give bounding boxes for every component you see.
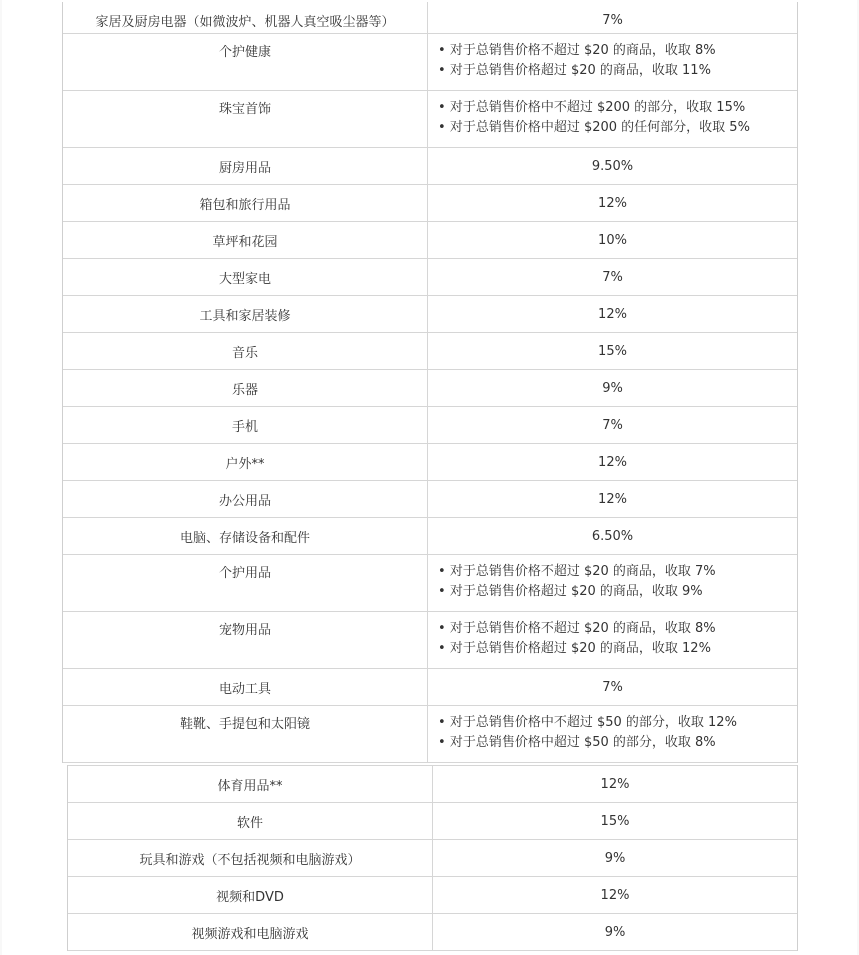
fee-cell [428, 669, 797, 705]
fee-cell [428, 2, 797, 38]
category-cell [63, 333, 428, 369]
category-cell [63, 2, 428, 38]
fee-value: 12% [598, 195, 627, 211]
fee-value: 9% [604, 850, 626, 866]
table-row [63, 370, 797, 407]
category-cell [63, 259, 428, 295]
fee-rule: • 对于总销售价格超过 $20 的商品，收取 9% [438, 582, 787, 602]
fee-rule: • 对于总销售价格中超过 $50 的部分，收取 8% [438, 733, 787, 753]
category-label: 工具和家居装修 [199, 308, 291, 324]
fee-cell [428, 612, 797, 668]
category-label: 电脑、存储设备和配件 [179, 530, 310, 546]
fee-value: 7% [602, 417, 623, 433]
table-row [63, 2, 797, 34]
category-cell [63, 370, 428, 406]
category-cell [68, 914, 433, 950]
table-row [63, 34, 797, 91]
category-cell [68, 803, 433, 839]
category-cell [63, 518, 428, 554]
fee-value: 7% [602, 679, 623, 695]
category-label: 厨房用品 [218, 160, 271, 176]
fee-value: 10% [598, 232, 627, 248]
fee-cell [428, 296, 797, 332]
fee-table-top [62, 2, 798, 34]
category-cell [63, 407, 428, 443]
fee-rule: • 对于总销售价格超过 $20 的商品，收取 12% [438, 639, 787, 659]
fee-rule: • 对于总销售价格中不超过 $200 的部分，收取 15% [438, 98, 787, 118]
category-label: 视频游戏和电脑游戏 [191, 926, 309, 942]
table-row [63, 407, 797, 444]
fee-value: 12% [598, 306, 627, 322]
category-label: 个护健康 [218, 45, 271, 60]
category-cell [63, 444, 428, 480]
category-cell [68, 840, 433, 876]
category-label: 手机 [231, 419, 258, 435]
fee-cell [428, 555, 797, 611]
category-cell [63, 185, 428, 221]
category-cell [63, 296, 428, 332]
table-row [63, 612, 797, 669]
table-row [68, 914, 797, 951]
fee-cell [428, 370, 797, 406]
fee-rule: • 对于总销售价格超过 $20 的商品，收取 11% [438, 61, 787, 81]
fee-value: 12% [598, 454, 627, 470]
category-label: 珠宝首饰 [218, 102, 271, 117]
table-row [63, 481, 797, 518]
fee-rule: • 对于总销售价格不超过 $20 的商品，收取 7% [438, 562, 787, 582]
category-label: 音乐 [231, 345, 258, 361]
table-row [63, 555, 797, 612]
fee-cell [428, 91, 797, 147]
category-label: 家居及厨房电器（如微波炉、机器人真空吸尘器等） [95, 14, 395, 30]
fee-cell [428, 259, 797, 295]
fee-cell [433, 766, 797, 802]
fee-cell [428, 333, 797, 369]
category-label: 办公用品 [218, 493, 271, 509]
fee-cell [433, 803, 797, 839]
category-label: 软件 [236, 815, 263, 831]
fee-value: 7% [602, 269, 623, 285]
table-row [68, 765, 797, 803]
fee-cell [433, 840, 797, 876]
category-cell [63, 481, 428, 517]
fee-value: 15% [600, 813, 630, 829]
table-row [63, 669, 797, 706]
category-label: 大型家电 [218, 271, 271, 287]
table-row [68, 803, 797, 840]
fee-cell [433, 914, 797, 950]
category-label: 鞋靴、手提包和太阳镜 [179, 717, 310, 732]
table-row [63, 91, 797, 148]
category-cell [63, 612, 428, 668]
fee-cell [428, 222, 797, 258]
table-row [68, 877, 797, 914]
fee-cell [428, 444, 797, 480]
category-label: 视频和DVD [216, 889, 284, 905]
fee-cell [428, 34, 797, 90]
category-label: 体育用品** [217, 778, 283, 794]
table-row [63, 148, 797, 185]
category-label: 玩具和游戏（不包括视频和电脑游戏） [139, 852, 361, 868]
category-label: 电动工具 [218, 681, 271, 697]
category-cell [63, 222, 428, 258]
fee-table-bottom [67, 765, 798, 951]
fee-cell [428, 407, 797, 443]
fee-cell [428, 185, 797, 221]
table-row [63, 296, 797, 333]
category-cell [63, 34, 428, 90]
fee-cell [428, 481, 797, 517]
fee-value: 9% [604, 924, 626, 940]
fee-rule: • 对于总销售价格中不超过 $50 的部分，收取 12% [438, 713, 787, 733]
table-row [63, 706, 797, 763]
category-label: 个护用品 [218, 566, 271, 581]
category-cell [63, 148, 428, 184]
table-row [63, 333, 797, 370]
category-cell [63, 555, 428, 611]
fee-value: 9.50% [591, 158, 634, 174]
category-label: 乐器 [231, 382, 258, 398]
table-row [63, 222, 797, 259]
table-row [63, 185, 797, 222]
table-row [63, 444, 797, 481]
category-cell [63, 706, 428, 762]
table-row [68, 840, 797, 877]
fee-value: 6.50% [591, 528, 634, 544]
table-row [63, 518, 797, 555]
fee-cell [428, 706, 797, 762]
fee-value: 12% [600, 776, 630, 792]
category-label: 箱包和旅行用品 [199, 197, 291, 213]
category-cell [68, 766, 433, 802]
fee-cell [428, 518, 797, 554]
category-cell [63, 91, 428, 147]
fee-cell [433, 877, 797, 913]
table-row [63, 259, 797, 296]
fee-rule: • 对于总销售价格不超过 $20 的商品，收取 8% [438, 41, 787, 61]
fee-table-main [62, 34, 798, 763]
fee-rule: • 对于总销售价格中超过 $200 的任何部分，收取 5% [438, 118, 787, 138]
category-cell [63, 669, 428, 705]
fee-cell [428, 148, 797, 184]
fee-value: 12% [600, 887, 630, 903]
page-edge-left [0, 0, 2, 955]
fee-value: 12% [598, 491, 627, 507]
category-cell [68, 877, 433, 913]
fee-value: 15% [598, 343, 627, 359]
category-label: 宠物用品 [218, 623, 271, 638]
fee-value: 9% [602, 380, 623, 396]
fee-rule: • 对于总销售价格不超过 $20 的商品，收取 8% [438, 619, 787, 639]
category-label: 户外** [225, 456, 265, 472]
fee-value: 7% [602, 12, 623, 28]
category-label: 草坪和花园 [212, 234, 278, 250]
